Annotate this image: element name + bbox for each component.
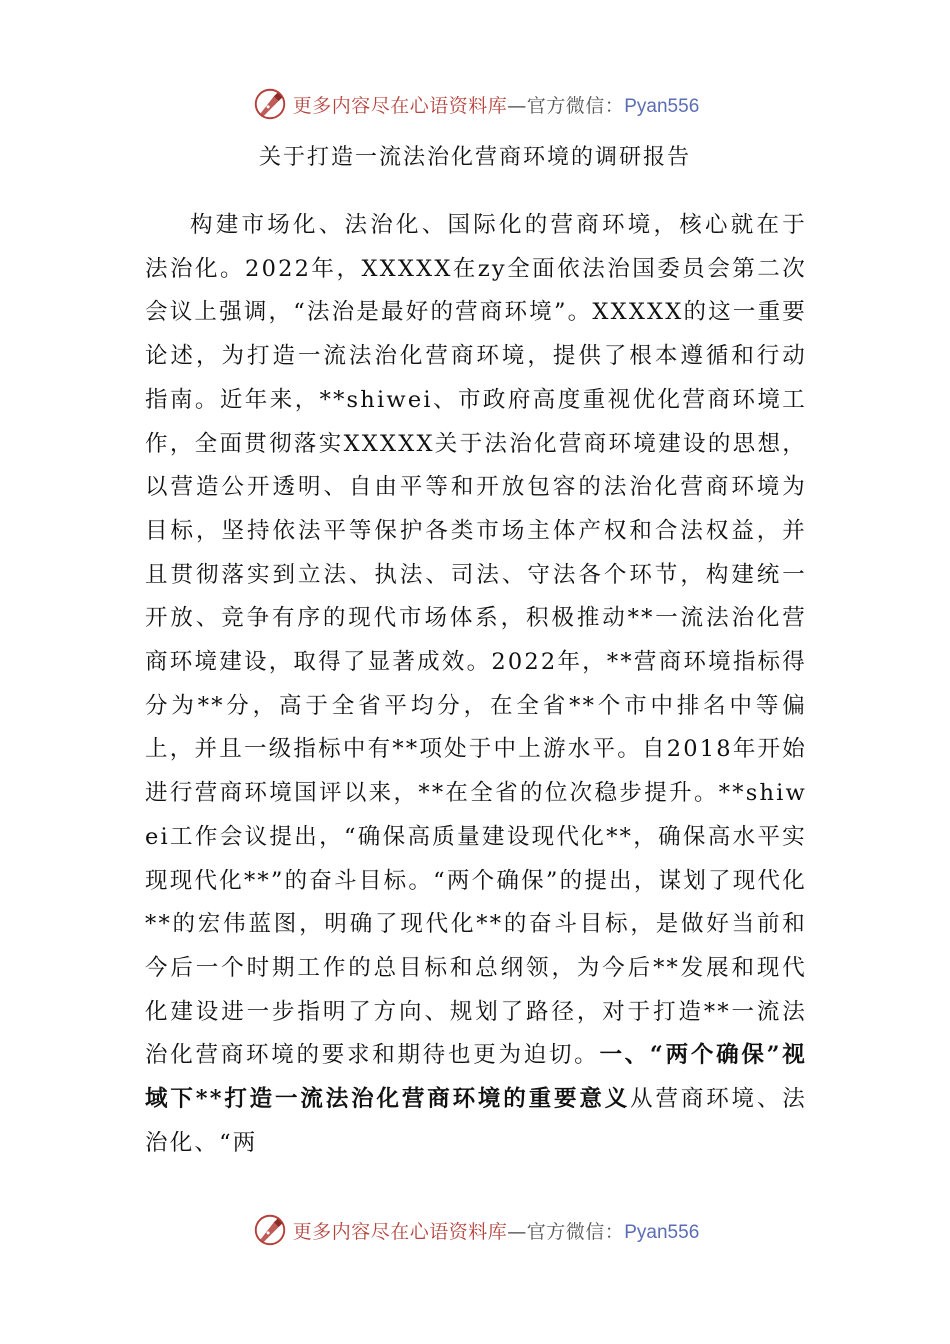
footer-banner [0, 1210, 950, 1250]
paragraph-continuation: 从营商环境、法治化、“两 [145, 1086, 807, 1156]
banner-wechat-label: 官方微信： [526, 1220, 625, 1243]
banner-main-text: 更多内容尽在心语资料库 [292, 94, 508, 117]
banner-dash: — [507, 94, 527, 117]
pen-nib-circle-icon [251, 1211, 289, 1249]
banner-wechat-id: Pyan556 [624, 1221, 700, 1243]
banner-wechat-id: Pyan556 [624, 95, 700, 117]
banner-wechat-label: 官方微信： [526, 94, 625, 117]
banner-text [293, 91, 700, 118]
pen-nib-circle-icon [251, 85, 289, 123]
section-heading: 一、“两个确保”视域下**打造一流法治化营商环境的重要意义 [145, 1042, 807, 1113]
document-title: 关于打造一流法治化营商环境的调研报告 [258, 145, 691, 170]
body-paragraph [145, 204, 807, 1165]
header-banner [0, 84, 950, 124]
banner-dash: — [507, 1220, 527, 1243]
paragraph-text: 构建市场化、法治化、国际化的营商环境，核心就在于法治化。2022年，XXXXX在zy全面依法治国委员会第二次会议上强调，“法治是最好的营商环境”。XXXXX的这一重要论述，为打造一流法治化营商环境，提供了根本遵循和行动指南。近年来，**shiwei、市政府高度重视优化营商环境工作，全面贯彻落实XXXXX关于法治化营商环境建设的思想，以营造公开透明、自由平等和开放包容的法治化营商环境为目标，坚持依法平等保护各类市场主体产权和合法权益，并且贯彻落实到立法、执法、司法、守法各个环节，构建统一开放、竞争有序的现代市场体系，积极推动**一流法治化营商环境建设，取得了显著成效。2022年，**营商环境指标得分为**分，高于全省平均分，在全省**个市中排名中等偏上，并且一级指标中有**项处于中上游水平。自2018年开始进行营商环境国评以来，**在全省的位次稳步提升。**shiwei工作会议提出，“确保高质量建设现代化**，确保高水平实现现代化**”的奋斗目标。“两个确保”的提出，谋划了现代化**的宏伟蓝图，明确了现代化**的奋斗目标，是做好当前和今后一个时期工作的总目标和总纲领，为今后**发展和现代化建设进一步指明了方向、规划了路径，对于打造**一流法治化营商环境的要求和期待也更为迫切。 [145, 212, 807, 1069]
banner-text [293, 1217, 700, 1244]
banner-main-text: 更多内容尽在心语资料库 [292, 1220, 508, 1243]
